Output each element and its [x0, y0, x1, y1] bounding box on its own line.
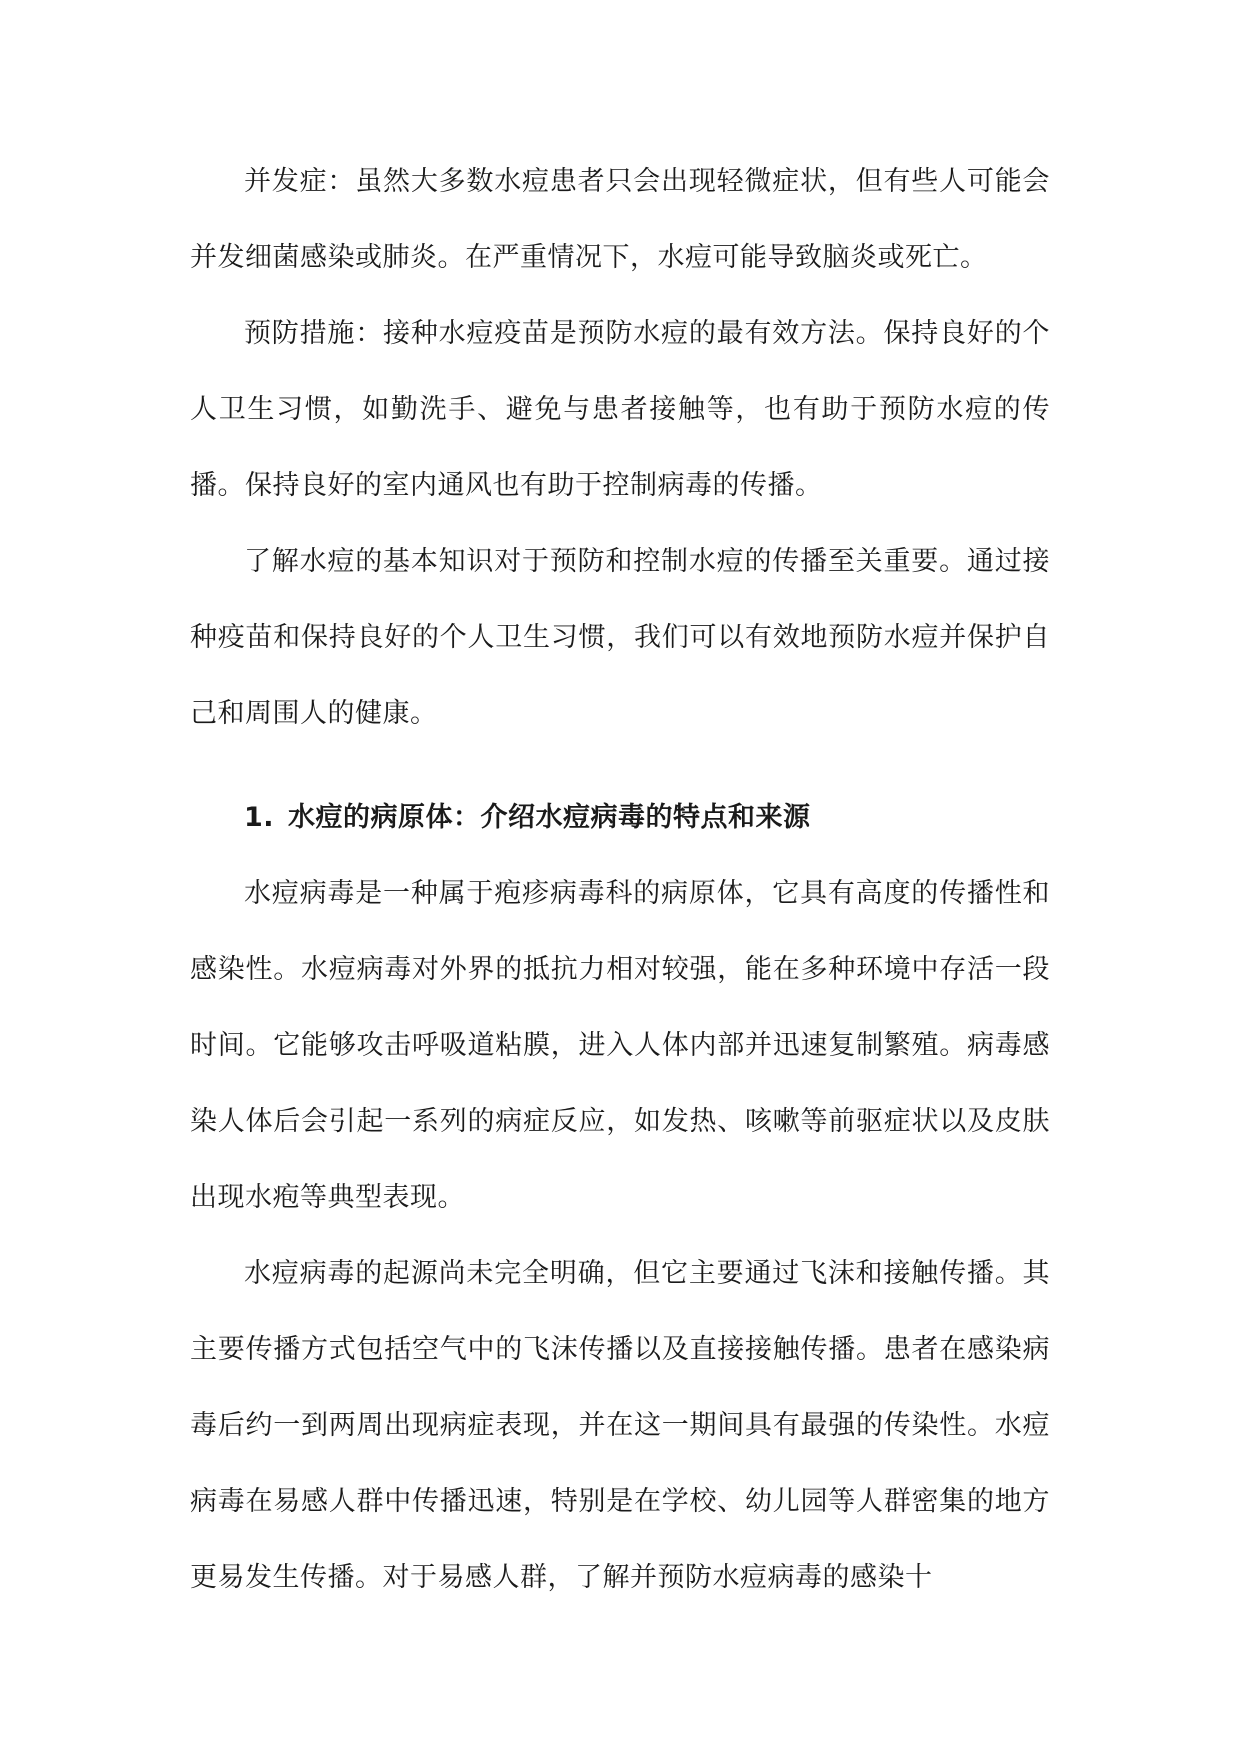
- section-number: 1.: [244, 802, 275, 833]
- paragraph-virus-origin: 水痘病毒的起源尚未完全明确，但它主要通过飞沫和接触传播。其主要传播方式包括空气中的飞沫传播以及直接接触传播。患者在感染病毒后约一到两周出现病症表现，并在这一期间具有最强的传染性。水痘病毒在易感人群中传播迅速，特别是在学校、幼儿园等人群密集的地方更易发生传播。对于易感人群，了解并预防水痘病毒的感染十: [190, 1258, 1050, 1593]
- paragraph-prevention: 预防措施：接种水痘疫苗是预防水痘的最有效方法。保持良好的个人卫生习惯，如勤洗手、避免与患者接触等，也有助于预防水痘的传播。保持良好的室内通风也有助于控制病毒的传播。: [190, 318, 1050, 501]
- document-body: [190, 144, 1050, 1616]
- paragraph-complications: 并发症：虽然大多数水痘患者只会出现轻微症状，但有些人可能会并发细菌感染或肺炎。在严重情况下，水痘可能导致脑炎或死亡。: [190, 166, 1050, 273]
- section-heading: [190, 780, 1050, 856]
- paragraph-virus-features: 水痘病毒是一种属于疱疹病毒科的病原体，它具有高度的传播性和感染性。水痘病毒对外界的抵抗力相对较强，能在多种环境中存活一段时间。它能够攻击呼吸道粘膜，进入人体内部并迅速复制繁殖。病毒感染人体后会引起一系列的病症反应，如发热、咳嗽等前驱症状以及皮肤出现水疱等典型表现。: [190, 878, 1050, 1213]
- section-title: 水痘的病原体：介绍水痘病毒的特点和来源: [288, 802, 811, 833]
- paragraph-summary: 了解水痘的基本知识对于预防和控制水痘的传播至关重要。通过接种疫苗和保持良好的个人卫生习惯，我们可以有效地预防水痘并保护自己和周围人的健康。: [190, 546, 1050, 729]
